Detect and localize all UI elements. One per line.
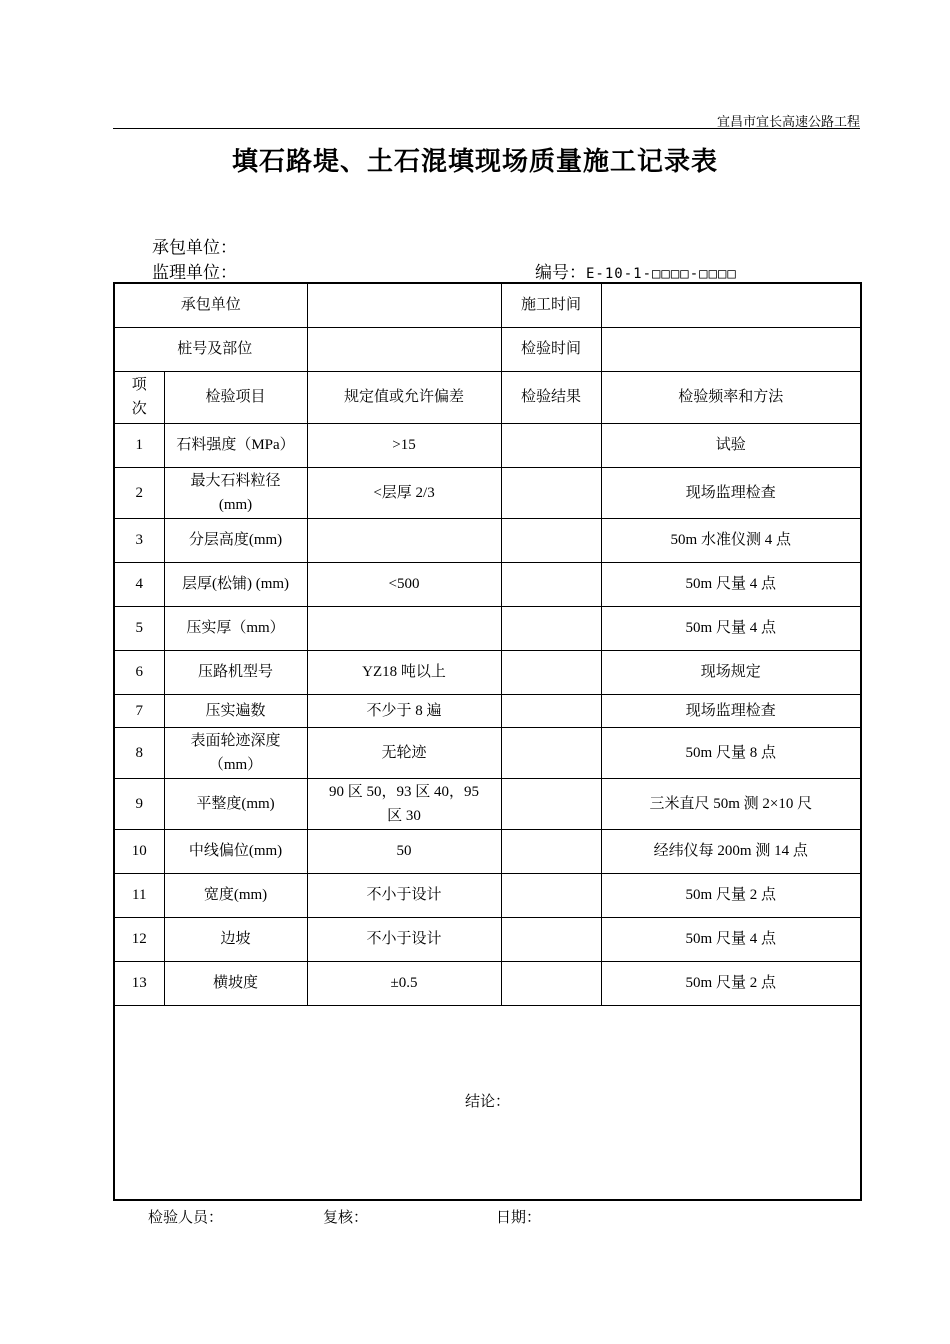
row-method: 现场监理检查 <box>601 467 861 518</box>
inspection-time-value[interactable] <box>601 327 861 371</box>
page-title: 填石路堤、土石混填现场质量施工记录表 <box>231 147 718 176</box>
contractor-label: 承包单位： <box>152 238 237 257</box>
row-method: 50m 尺量 4 点 <box>601 606 861 650</box>
row-spec: 50 <box>307 829 501 873</box>
row-spec: <层厚 2/3 <box>307 467 501 518</box>
row-no: 2 <box>114 467 164 518</box>
row-no: 7 <box>114 694 164 727</box>
row-result[interactable] <box>501 518 601 562</box>
row-result[interactable] <box>501 873 601 917</box>
row-result[interactable] <box>501 562 601 606</box>
row-item: 分层高度(mm) <box>164 518 307 562</box>
row-spec: >15 <box>307 423 501 467</box>
table-row <box>114 873 861 917</box>
row-item: 最大石料粒径(mm) <box>164 467 307 518</box>
project-name: 宜昌市宜长高速公路工程 <box>716 114 860 129</box>
row-no: 8 <box>114 727 164 778</box>
col-header-item-no: 项次 <box>114 371 164 423</box>
row-item: 平整度(mm) <box>164 778 307 829</box>
row-result[interactable] <box>501 961 601 1005</box>
row-no: 1 <box>114 423 164 467</box>
row-no: 12 <box>114 917 164 961</box>
row-method: 50m 水准仪测 4 点 <box>601 518 861 562</box>
row-method: 50m 尺量 8 点 <box>601 727 861 778</box>
row-spec: ±0.5 <box>307 961 501 1005</box>
table-row <box>114 650 861 694</box>
row-no: 9 <box>114 778 164 829</box>
row-no: 11 <box>114 873 164 917</box>
table-row <box>114 606 861 650</box>
row-spec: <500 <box>307 562 501 606</box>
table-row <box>114 778 861 829</box>
inspection-table <box>113 282 862 1201</box>
row-method: 50m 尺量 4 点 <box>601 562 861 606</box>
row-spec: YZ18 吨以上 <box>307 650 501 694</box>
row-item: 压实遍数 <box>164 694 307 727</box>
row-result[interactable] <box>501 727 601 778</box>
row-item: 宽度(mm) <box>164 873 307 917</box>
row-method: 50m 尺量 2 点 <box>601 873 861 917</box>
contractor-value[interactable] <box>307 283 501 327</box>
row-method: 试验 <box>601 423 861 467</box>
row-no: 13 <box>114 961 164 1005</box>
station-label: 桩号及部位 <box>177 341 253 357</box>
table-row <box>114 562 861 606</box>
station-value[interactable] <box>307 327 501 371</box>
code-value: E-10-1-□□□□-□□□□ <box>586 266 737 282</box>
table-row <box>114 467 861 518</box>
row-method: 经纬仪每 200m 测 14 点 <box>601 829 861 873</box>
col-header-item: 检验项目 <box>164 371 307 423</box>
station-cell <box>114 327 307 371</box>
supervisor-label: 监理单位： <box>152 263 237 282</box>
contractor-cell-label: 承包单位 <box>180 297 241 314</box>
row-result[interactable] <box>501 467 601 518</box>
row-method: 现场监理检查 <box>601 694 861 727</box>
contractor-cell <box>114 283 307 327</box>
row-method: 现场规定 <box>601 650 861 694</box>
inspection-time-label: 检验时间 <box>501 327 601 371</box>
table-row <box>114 727 861 778</box>
form-code <box>535 258 737 283</box>
row-spec: 不小于设计 <box>307 917 501 961</box>
row-item: 边坡 <box>164 917 307 961</box>
construction-time-value[interactable] <box>601 283 861 327</box>
row-no: 5 <box>114 606 164 650</box>
row-no: 6 <box>114 650 164 694</box>
row-item: 石料强度（MPa） <box>164 423 307 467</box>
row-spec <box>307 606 501 650</box>
col-header-method: 检验频率和方法 <box>601 371 861 423</box>
row-spec: 90 区 50，93 区 40，95 区 30 <box>307 778 501 829</box>
row-result[interactable] <box>501 423 601 467</box>
conclusion-cell[interactable] <box>114 1005 861 1200</box>
row-result[interactable] <box>501 917 601 961</box>
row-item: 中线偏位(mm) <box>164 829 307 873</box>
row-item: 表面轮迹深度（mm） <box>164 727 307 778</box>
table-row <box>114 829 861 873</box>
inspector-label: 检验人员： <box>148 1210 224 1226</box>
row-spec: 无轮迹 <box>307 727 501 778</box>
row-result[interactable] <box>501 694 601 727</box>
table-row <box>114 694 861 727</box>
table-row <box>114 961 861 1005</box>
row-item: 压路机型号 <box>164 650 307 694</box>
row-method: 50m 尺量 2 点 <box>601 961 861 1005</box>
row-result[interactable] <box>501 606 601 650</box>
row-method: 50m 尺量 4 点 <box>601 917 861 961</box>
construction-time-label: 施工时间 <box>501 283 601 327</box>
row-item: 横坡度 <box>164 961 307 1005</box>
row-spec: 不小于设计 <box>307 873 501 917</box>
reviewer-label: 复核： <box>323 1210 369 1226</box>
row-result[interactable] <box>501 650 601 694</box>
table-row <box>114 423 861 467</box>
col-header-result: 检验结果 <box>501 371 601 423</box>
date-label: 日期： <box>496 1210 542 1226</box>
row-item: 层厚(松铺) (mm) <box>164 562 307 606</box>
row-spec: 不少于 8 遍 <box>307 694 501 727</box>
table-row <box>114 917 861 961</box>
row-result[interactable] <box>501 778 601 829</box>
conclusion-label: 结论： <box>465 1094 511 1111</box>
row-method: 三米直尺 50m 测 2×10 尺 <box>601 778 861 829</box>
row-no: 4 <box>114 562 164 606</box>
row-no: 3 <box>114 518 164 562</box>
row-no: 10 <box>114 829 164 873</box>
row-result[interactable] <box>501 829 601 873</box>
col-header-spec: 规定值或允许偏差 <box>307 371 501 423</box>
row-item: 压实厚（mm） <box>164 606 307 650</box>
row-spec <box>307 518 501 562</box>
code-label: 编号： <box>535 263 586 282</box>
table-row <box>114 518 861 562</box>
